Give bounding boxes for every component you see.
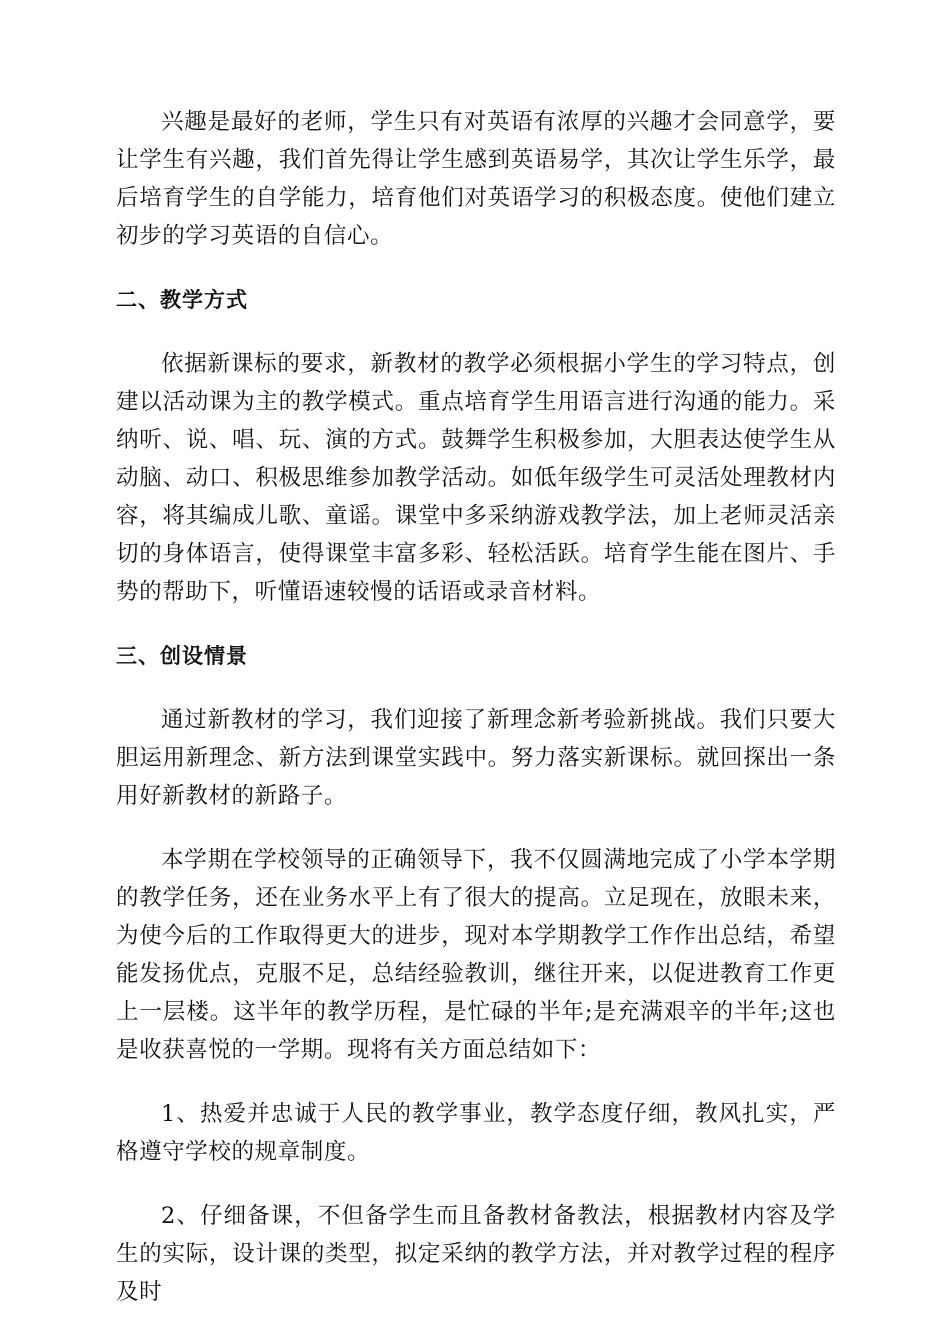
paragraph-new-materials: 通过新教材的学习，我们迎接了新理念新考验新挑战。我们只要大胆运用新理念、新方法到课堂实践中。努力落实新课标。就回探出一条用好新教材的新路子。: [116, 707, 836, 809]
section-heading-teaching-method: 二、教学方式: [116, 288, 248, 312]
section-heading-create-scenario: 三、创设情景: [116, 644, 248, 668]
paragraph-teaching-method: 依据新课标的要求，新教材的教学必须根据小学生的学习特点，创建以活动课为主的教学模式。重点培育学生用语言进行沟通的能力。采纳听、说、唱、玩、演的方式。鼓舞学生积极参加，大胆表达使学生从动脑、动口、积极思维参加教学活动。如低年级学生可灵活处理教材内容，将其编成儿歌、童谣。课堂中多采纳游戏教学法，加上老师灵活亲切的身体语言，使得课堂丰富多彩、轻松活跃。培育学生能在图片、手势的帮助下，听懂语速较慢的话语或录音材料。: [116, 351, 836, 605]
document-body: [116, 103, 836, 1337]
paragraph-semester-summary: 本学期在学校领导的正确领导下，我不仅圆满地完成了小学本学期的教学任务，还在业务水平上有了很大的提高。立足现在，放眼未来，为使今后的工作取得更大的进步，现对本学期教学工作作出总结，希望能发扬优点，克服不足，总结经验教训，继往开来，以促进教育工作更上一层楼。这半年的教学历程，是忙碌的半年;是充满艰辛的半年;这也是收获喜悦的一学期。现将有关方面总结如下：: [116, 847, 836, 1063]
list-item-1: 1、热爱并忠诚于人民的教学事业，教学态度仔细，教风扎实，严格遵守学校的规章制度。: [116, 1101, 836, 1165]
list-item-2: 2、仔细备课，不但备学生而且备教材备教法，根据教材内容及学生的实际，设计课的类型，拟定采纳的教学方法，并对教学过程的程序及时: [116, 1203, 836, 1305]
paragraph-interest: 兴趣是最好的老师，学生只有对英语有浓厚的兴趣才会同意学，要让学生有兴趣，我们首先得让学生感到英语易学，其次让学生乐学，最后培育学生的自学能力，培育他们对英语学习的积极态度。使他们建立初步的学习英语的自信心。: [116, 109, 836, 249]
